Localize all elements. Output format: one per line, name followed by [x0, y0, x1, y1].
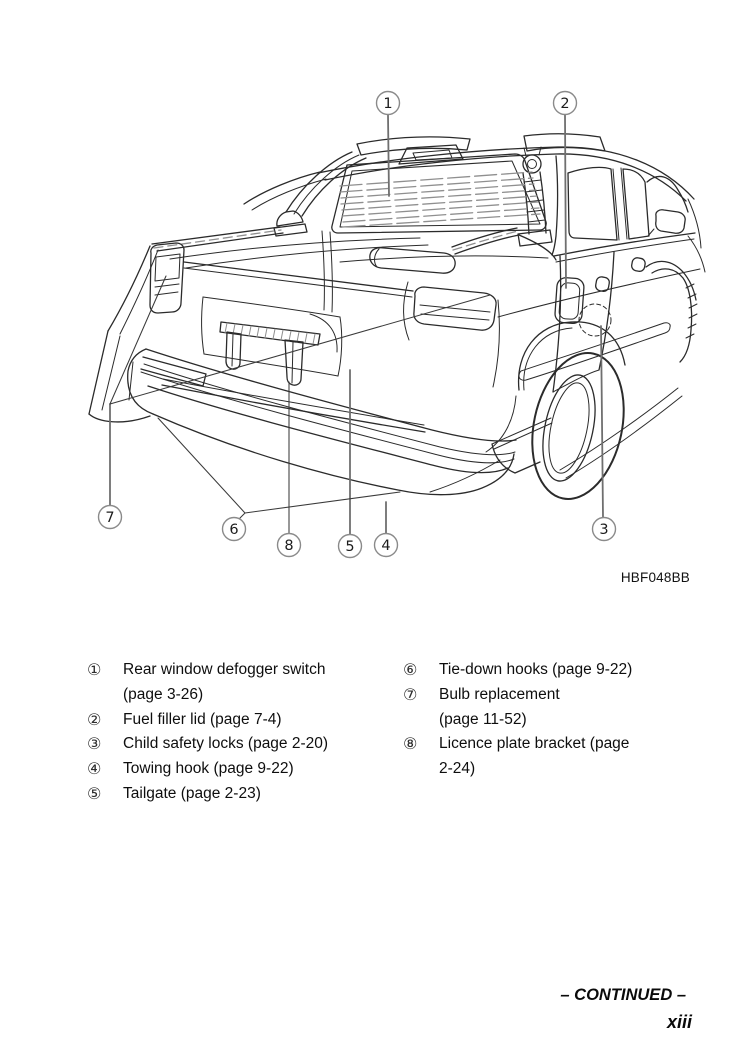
- callout-2: [554, 92, 577, 115]
- legend-item: [87, 757, 417, 782]
- callout-layer: [99, 92, 616, 558]
- legend-item-number: ①: [87, 660, 102, 679]
- side-mirror: [656, 210, 685, 233]
- cab-roof: [244, 134, 694, 210]
- svg-text:1: 1: [383, 96, 393, 113]
- legend-item-number: ④: [87, 759, 102, 779]
- legend-item-number: ⑦: [403, 684, 418, 704]
- fuel-filler-lid: [554, 277, 584, 324]
- leader-line-7b: [110, 295, 490, 404]
- legend-item-text: Child safety locks (page 2-20): [123, 735, 329, 753]
- leader-line-2: [565, 115, 566, 288]
- svg-text:3: 3: [599, 522, 609, 539]
- legend-item: [403, 658, 723, 683]
- legend-item: [87, 782, 417, 807]
- leader-line-6a: [158, 418, 245, 518]
- sport-bars: [274, 147, 552, 246]
- svg-text:6: 6: [229, 522, 239, 539]
- legend-item-text: Tie-down hooks (page 9-22): [439, 661, 633, 678]
- legend-item-number: ②: [87, 709, 102, 729]
- svg-text:4: 4: [381, 538, 391, 555]
- legend-item: [403, 732, 723, 782]
- callout-4: [375, 534, 398, 557]
- svg-text:5: 5: [345, 539, 355, 556]
- legend-col-0: [87, 658, 417, 807]
- front-door-handle: [631, 257, 646, 272]
- callout-8: [278, 534, 301, 557]
- figure-code: HBF048BB: [620, 570, 690, 585]
- callout-5: [339, 535, 362, 558]
- legend-item-text: Fuel filler lid (page 7-4): [123, 710, 282, 728]
- legend-item-text: Licence plate bracket (page 2-24): [439, 735, 630, 778]
- svg-text:8: 8: [284, 538, 294, 555]
- callout-6: [223, 518, 246, 541]
- legend-item-text: Bulb replacement (page 11-52): [439, 685, 560, 728]
- legend-col-1: [403, 658, 723, 782]
- legend-item-number: ⑧: [403, 734, 418, 754]
- svg-text:7: 7: [105, 510, 115, 527]
- rear-door-handle: [595, 276, 610, 292]
- legend-item-number: ③: [87, 734, 102, 754]
- leader-line-6b: [245, 492, 400, 513]
- callout-1: [377, 92, 400, 115]
- legend-item-number: ⑤: [87, 783, 102, 803]
- legend-item: [403, 683, 723, 733]
- continued-label: – CONTINUED –: [560, 986, 686, 1004]
- rear-window: [332, 154, 546, 233]
- leader-line-1: [388, 115, 389, 196]
- leader-line-7a: [110, 276, 166, 404]
- legend-item-text: Rear window defogger switch (page 3-26): [123, 661, 326, 703]
- legend-item-number: ⑥: [403, 660, 418, 679]
- tailgate: [162, 231, 425, 432]
- legend-item: [87, 708, 417, 733]
- legend-item: [87, 732, 417, 757]
- page-number: xiii: [666, 1012, 692, 1032]
- legend-item: [87, 658, 417, 708]
- svg-text:2: 2: [560, 96, 570, 113]
- callout-7: [99, 506, 122, 529]
- right-taillight: [404, 282, 497, 340]
- callout-3: [593, 518, 616, 541]
- defogger-grid-lines: [340, 172, 540, 227]
- rear-wheel: [430, 322, 636, 508]
- legend-item-text: Towing hook (page 9-22): [123, 760, 294, 778]
- left-body-corner: [89, 246, 158, 422]
- left-taillight: [150, 243, 184, 313]
- legend-item-text: Tailgate (page 2-23): [123, 784, 261, 802]
- rear-bumper: [128, 349, 516, 495]
